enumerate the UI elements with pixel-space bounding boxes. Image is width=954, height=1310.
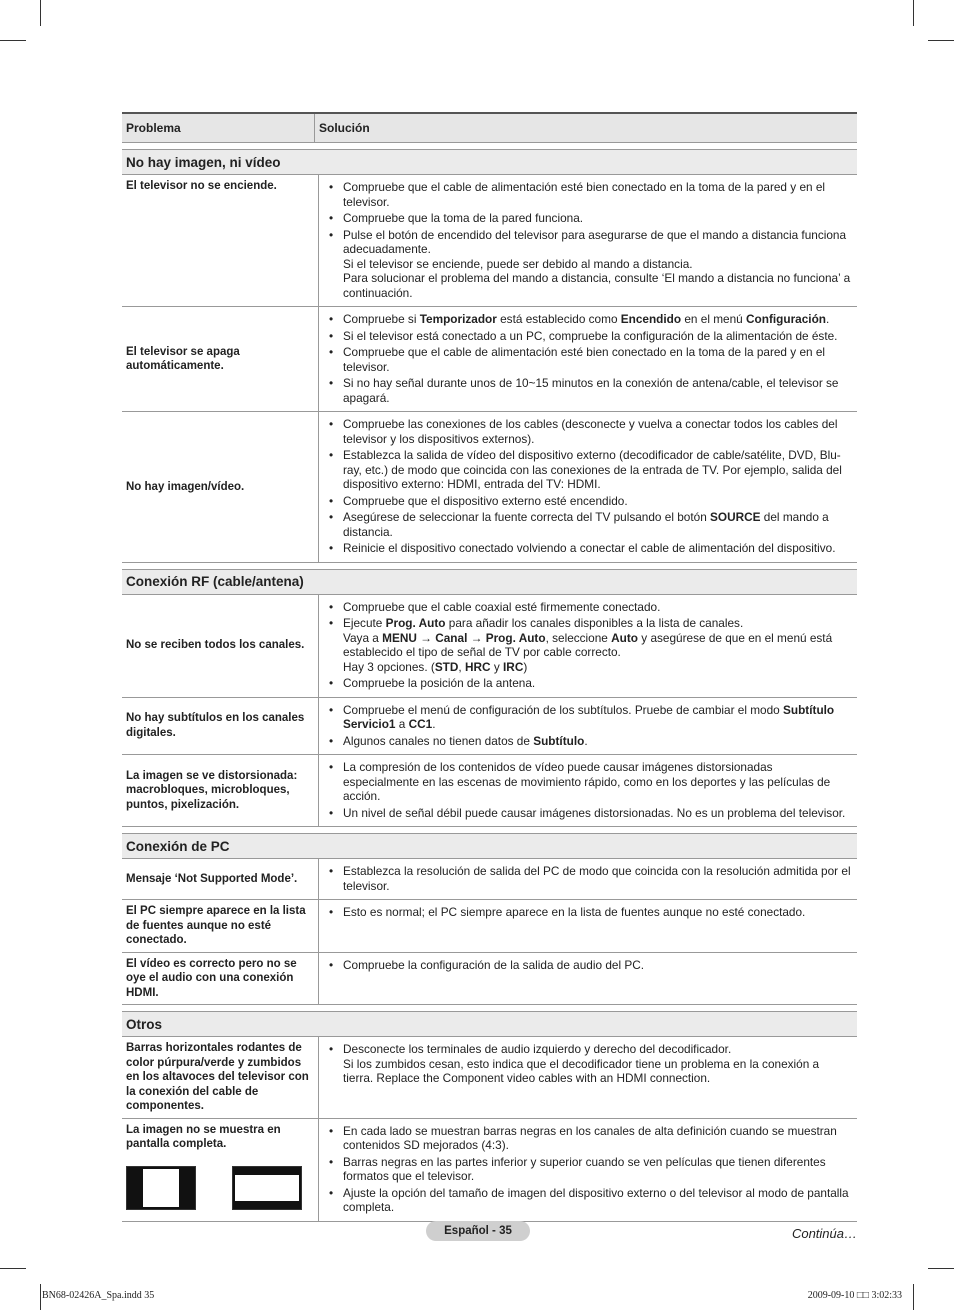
solution-list xyxy=(327,180,851,300)
solution-item: • Compruebe la configuración de la salida de audio del PC. xyxy=(327,958,851,973)
solution-cell xyxy=(319,1037,857,1118)
solution-item: • Compruebe que el dispositivo externo esté encendido. xyxy=(327,494,851,509)
solution-cell xyxy=(319,698,857,755)
solution-list xyxy=(327,760,851,820)
solution-item: • Ejecute Prog. Auto para añadir los canales disponibles a la lista de canales. Vaya a MENU → Canal → Prog. Auto, seleccione Auto y asegúrese de que en el menú está establecido el tipo de señal de TV por cable correcto. Hay 3 opciones. (STD, HRC y IRC) xyxy=(327,616,851,674)
problem-cell xyxy=(122,698,319,755)
solution-list xyxy=(327,905,851,920)
problem-text: No hay imagen/vídeo. xyxy=(126,480,245,493)
solution-cell xyxy=(319,755,857,826)
crop-mark xyxy=(40,0,41,26)
problem-cell xyxy=(122,900,319,952)
solution-item: • Desconecte los terminales de audio izquierdo y derecho del decodificador. Si los zumbidos cesan, esto indica que el decodificador tiene un problema en la conexión a tierra. Replace the Component video cables with an HDMI connection. xyxy=(327,1042,851,1086)
solution-item: • Compruebe que el cable de alimentación esté bien conectado en la toma de la pared y en el televisor. xyxy=(327,345,851,374)
crop-mark xyxy=(928,1268,954,1269)
problem-text: El televisor no se enciende. xyxy=(126,180,277,192)
problem-text: El televisor se apaga automáticamente. xyxy=(126,345,240,372)
pillarbox-image xyxy=(126,1166,196,1210)
solution-item: • Compruebe que la toma de la pared funciona. xyxy=(327,211,851,226)
solution-item: • Compruebe las conexiones de los cables (desconecte y vuelva a conectar todos los cables del televisor y los dispositivos externos). xyxy=(327,417,851,446)
table-row xyxy=(122,953,857,1006)
problem-cell xyxy=(122,412,319,562)
table-row xyxy=(122,859,857,900)
problem-text: No se reciben todos los canales. xyxy=(126,639,305,652)
timestamp-slug: 2009-09-10 □□ 3:02:33 xyxy=(807,1290,902,1301)
solution-item: • Compruebe el menú de configuración de los subtítulos. Pruebe de cambiar el modo Subtítulo Servicio1 a CC1. xyxy=(327,703,851,732)
crop-mark xyxy=(913,0,914,26)
solution-list xyxy=(327,417,851,556)
section-title: Conexión RF (cable/antena) xyxy=(122,569,857,595)
solution-item: • Barras negras en las partes inferior y superior cuando se ven películas que tienen diferentes formatos que el televisor. xyxy=(327,1155,851,1184)
letterbox-image xyxy=(232,1166,302,1210)
solution-item: • Si no hay señal durante unos de 10~15 minutos en la conexión de antena/cable, el televisor se apagará. xyxy=(327,376,851,405)
problem-text: Barras horizontales rodantes de color púrpura/verde y zumbidos en los altavoces del televisor con la conexión del cable de componentes. xyxy=(126,1042,309,1112)
problem-cell xyxy=(122,1037,319,1118)
solution-cell xyxy=(319,859,857,899)
problem-cell xyxy=(122,1119,319,1221)
solution-cell xyxy=(319,175,857,306)
solution-cell xyxy=(319,412,857,562)
problem-cell xyxy=(122,755,319,826)
solution-cell xyxy=(319,595,857,697)
solution-list xyxy=(327,703,851,749)
solution-item: • Establezca la salida de vídeo del dispositivo externo (decodificador de cable/satélite, DVD, Blu-ray, etc.) de modo que coincida con las conexiones de la entrada de TV. Por ejemplo, salida del dispositivo externo: HDMI, entrada del TV: HDMI. xyxy=(327,448,851,492)
solution-list xyxy=(327,1042,851,1086)
table-row xyxy=(122,1119,857,1222)
crop-mark xyxy=(928,40,954,41)
solution-cell xyxy=(319,953,857,1005)
solution-list xyxy=(327,864,851,893)
header-problem: Problema xyxy=(122,114,315,142)
table-row xyxy=(122,698,857,756)
solution-item: • Un nivel de señal débil puede causar imágenes distorsionadas. No es un problema del televisor. xyxy=(327,806,851,821)
problem-text: Mensaje ‘Not Supported Mode’. xyxy=(126,872,298,885)
solution-item: • Compruebe que el cable coaxial esté firmemente conectado. xyxy=(327,600,851,615)
problem-cell xyxy=(122,307,319,411)
solution-item: • La compresión de los contenidos de vídeo puede causar imágenes distorsionadas especialmente en las escenas de movimiento rápido, como en los deportes y las películas de acción. xyxy=(327,760,851,804)
solution-item: • Compruebe si Temporizador está establecido como Encendido en el menú Configuración. xyxy=(327,312,851,327)
crop-mark xyxy=(0,1268,26,1269)
table-row xyxy=(122,755,857,827)
problem-cell xyxy=(122,595,319,697)
solution-item: • Pulse el botón de encendido del televisor para asegurarse de que el mando a distancia funciona adecuadamente. Si el televisor se enciende, puede ser debido al mando a distancia. Para solucionar el problema del mando a distancia, consulte ‘El mando a distancia no funciona’ a continuación. xyxy=(327,228,851,301)
problem-text: El vídeo es correcto pero no se oye el audio con una conexión HDMI. xyxy=(126,957,297,999)
solution-item: • Reinicie el dispositivo conectado volviendo a conectar el cable de alimentación del dispositivo. xyxy=(327,541,851,556)
crop-mark xyxy=(40,1284,41,1310)
file-slug: BN68-02426A_Spa.indd 35 xyxy=(42,1290,155,1301)
table-row xyxy=(122,412,857,563)
solution-item: • Compruebe la posición de la antena. xyxy=(327,676,851,691)
aspect-ratio-illustrations xyxy=(126,1166,302,1210)
solution-item: • Ajuste la opción del tamaño de imagen del dispositivo externo o del televisor al modo de pantalla completa. xyxy=(327,1186,851,1215)
problem-text: El PC siempre aparece en la lista de fuentes aunque no esté conectado. xyxy=(126,905,306,946)
problem-text: No hay subtítulos en los canales digitales. xyxy=(126,712,305,739)
section-title: No hay imagen, ni vídeo xyxy=(122,149,857,175)
solution-item: • Esto es normal; el PC siempre aparece en la lista de fuentes aunque no esté conectado. xyxy=(327,905,851,920)
solution-item: • Algunos canales no tienen datos de Subtítulo. xyxy=(327,734,851,749)
problem-cell xyxy=(122,953,319,1005)
solution-item: • Asegúrese de seleccionar la fuente correcta del TV pulsando el botón SOURCE del mando a distancia. xyxy=(327,510,851,539)
solution-item: • Si el televisor está conectado a un PC, compruebe la configuración de la alimentación de éste. xyxy=(327,329,851,344)
solution-list xyxy=(327,600,851,691)
table-row xyxy=(122,595,857,698)
solution-item: • Compruebe que el cable de alimentación esté bien conectado en la toma de la pared y en el televisor. xyxy=(327,180,851,209)
table-row xyxy=(122,1037,857,1119)
table-header xyxy=(122,112,857,143)
table-row xyxy=(122,175,857,307)
header-solution: Solución xyxy=(319,121,370,135)
solution-item: • En cada lado se muestran barras negras en los canales de alta definición cuando se muestran contenidos SD mejorados (4:3). xyxy=(327,1124,851,1153)
problem-cell xyxy=(122,175,319,306)
table-row xyxy=(122,900,857,953)
continued-note: Continúa… xyxy=(791,1225,857,1241)
crop-mark xyxy=(0,40,26,41)
solution-cell xyxy=(319,1119,857,1221)
section-title: Otros xyxy=(122,1011,857,1037)
problem-text: La imagen se ve distorsionada: macrobloques, microbloques, puntos, pixelización. xyxy=(126,769,298,811)
crop-mark xyxy=(913,1284,914,1310)
solution-cell xyxy=(319,900,857,952)
troubleshooting-table xyxy=(122,112,857,1241)
section-title: Conexión de PC xyxy=(122,833,857,859)
solution-cell xyxy=(319,307,857,411)
solution-list xyxy=(327,312,851,405)
solution-list xyxy=(327,958,851,973)
solution-item: • Establezca la resolución de salida del PC de modo que coincida con la resolución admitida por el televisor. xyxy=(327,864,851,893)
table-row xyxy=(122,307,857,412)
page-number-badge: Español - 35 xyxy=(426,1221,530,1241)
problem-cell xyxy=(122,859,319,899)
problem-text: La imagen no se muestra en pantalla completa. xyxy=(126,1123,281,1150)
solution-list xyxy=(327,1124,851,1215)
sections-container xyxy=(122,149,857,1222)
